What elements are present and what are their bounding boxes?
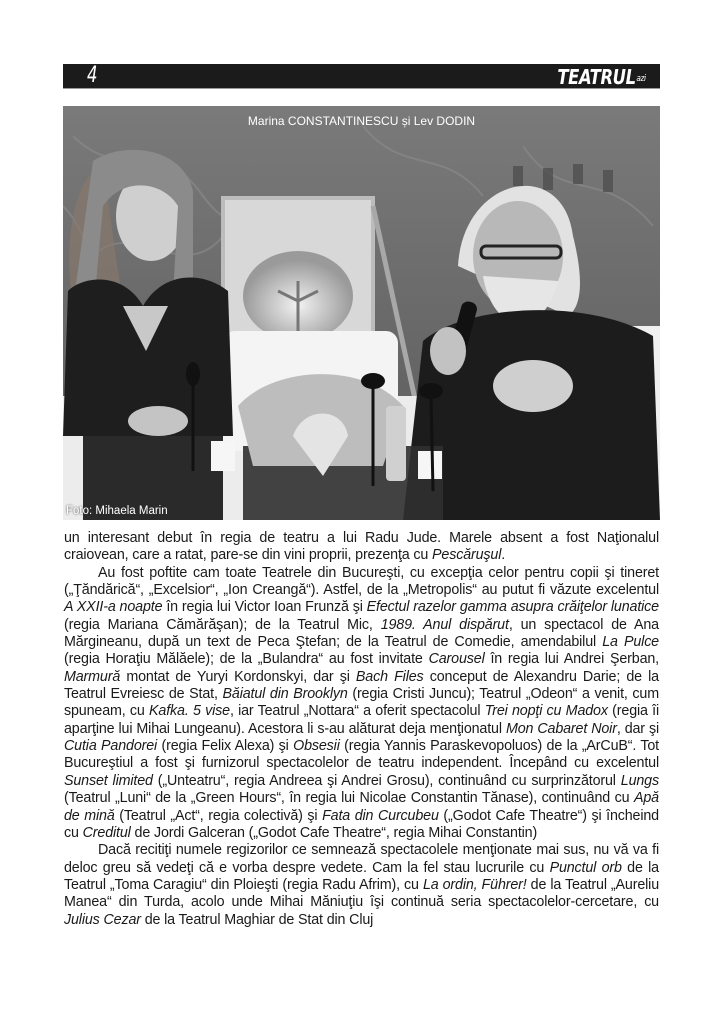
italic-title: Obsesii bbox=[293, 738, 340, 755]
italic-title: Efectul razelor gamma asupra crăiţelor lunatice bbox=[366, 599, 659, 616]
italic-title: Carousel bbox=[428, 651, 485, 668]
italic-title: Bach Files bbox=[355, 668, 424, 685]
text-run: în regia lui Victor Ioan Frunză şi bbox=[162, 599, 367, 616]
masthead-suffix: azi bbox=[636, 73, 646, 84]
italic-title: A XXII-a noapte bbox=[64, 599, 163, 616]
text-run: , un spectacol de Ana Mărgineanu, după un text de Peca Ştefan; de la Teatrul de Comedie, amendabilul bbox=[64, 616, 659, 651]
text-run: de Jordi Galceran („Godot Cafe Theatre“, regia Mihai Constantin) bbox=[130, 824, 538, 841]
article-paragraph bbox=[64, 842, 659, 929]
cup-right bbox=[418, 451, 442, 479]
text-run: (regia Mariana Cămărăşan); de la Teatrul Mic, bbox=[64, 616, 381, 633]
italic-title: Pescăruşul bbox=[432, 547, 502, 564]
text-run: (Teatrul „Act“, regia colectivă) şi bbox=[114, 807, 323, 824]
article-photo bbox=[63, 106, 660, 520]
masthead-title: TEATRUL bbox=[557, 65, 636, 89]
italic-title: Marmură bbox=[64, 668, 121, 685]
text-run: de la Teatrul Maghiar de Stat din Cluj bbox=[140, 911, 374, 928]
italic-title: Creditul bbox=[82, 824, 131, 841]
text-run: (regia Cristi Juncu); Teatrul „Odeon“ a venit, cum spuneam, cu bbox=[64, 686, 659, 720]
italic-title: Lungs bbox=[620, 772, 659, 789]
text-run: (Teatrul „Luni“ de la „Green Hours“, în regia lui Nicolae Constantin Tănase), continuând cu bbox=[64, 790, 634, 807]
photo-caption: Marina CONSTANTINESCU și Lev DODIN bbox=[247, 114, 476, 128]
text-run: (regia Horaţiu Mălăele); de la „Bulandra“ au fost invitate bbox=[64, 651, 429, 668]
italic-title: Cutia Pandorei bbox=[64, 738, 158, 755]
italic-title: Trei nopţi cu Madox bbox=[484, 703, 608, 720]
text-run: . bbox=[501, 547, 506, 564]
man-hand-holding-mic bbox=[430, 327, 466, 375]
italic-title: Sunset limited bbox=[64, 772, 153, 789]
text-run: (regia Yannis Paraskevopoluos) de la „ArCuB“. Tot Bucureştiul a fost şi furnizorul spectacolelor de teatru independent. Începând cu excelentul bbox=[64, 738, 659, 772]
woman-hands bbox=[128, 406, 188, 436]
text-run: în regia lui Andrei Şerban, bbox=[484, 651, 659, 668]
text-run: („Unteatru“, regia Andreea şi Andrei Grosu), continuând cu surprinzătorul bbox=[152, 772, 621, 789]
italic-title: Julius Cezar bbox=[64, 911, 141, 928]
article-paragraph bbox=[64, 530, 659, 565]
italic-title: Kafka. 5 vise bbox=[149, 703, 230, 720]
text-run: un interesant debut în regia de teatru a lui Radu Jude. Marele absent a fost Naţionalul craiovean, care a ratat, pare-se din vini proprii, prezenţa cu bbox=[64, 530, 659, 564]
text-run: Dacă recitiţi numele regizorilor ce semnează spectacolele menţionate mai sus, nu vă va fi deloc greu să vedeţi că e vorba despre vedete. Cam la fel stau lucrurile cu bbox=[64, 842, 659, 876]
masthead-logo bbox=[558, 65, 646, 91]
text-run: de la Teatrul „Aureliu Manea“ din Turda, acolo unde Mihai Măniuţiu îşi continuă seria spectacolelor-cercetare, cu bbox=[64, 876, 659, 911]
text-run: Au fost poftite cam toate Teatrele din Bucureşti, cu excepţia celor pentru copii şi tineret („Ţăndărică“, „Excelsior“, „Ion Creangă“). Astfel, de la „Metropolis“ au putut fi văzute excelentul bbox=[64, 564, 659, 599]
text-run: montat de Yuryi Kordonskyi, dar şi bbox=[120, 668, 356, 685]
page-header-bar bbox=[63, 64, 660, 89]
text-run: de la Teatrul „Toma Caragiu“ din Ploieşti (regia Radu Afrim), cu bbox=[64, 859, 659, 893]
article-body bbox=[64, 530, 659, 929]
page-number: 4 bbox=[87, 63, 98, 88]
water-bottle bbox=[386, 406, 406, 481]
italic-title: Punctul orb bbox=[549, 859, 622, 876]
text-run: („Godot Cafe Theatre“) şi încheind cu bbox=[64, 807, 659, 841]
cup-left bbox=[211, 441, 235, 471]
italic-title: Apă de mină bbox=[64, 790, 659, 824]
italic-title: 1989. Anul dispărut bbox=[380, 616, 509, 633]
text-run: , iar Teatrul „Nottara“ a oferit spectacolul bbox=[229, 703, 485, 720]
italic-title: La ordin, Führer! bbox=[422, 876, 527, 893]
italic-title: Fata din Curcubeu bbox=[322, 807, 439, 824]
italic-title: La Pulce bbox=[602, 634, 659, 651]
italic-title: Băiatul din Brooklyn bbox=[222, 686, 348, 703]
photo-credit: Foto: Mihaela Marin bbox=[66, 505, 168, 517]
article-paragraph bbox=[64, 565, 659, 843]
photo-illustration bbox=[63, 106, 660, 520]
text-run: (regia Felix Alexa) şi bbox=[157, 738, 294, 755]
text-run: conceput de Alexandru Darie; de la Teatrul Evreiesc de Stat, bbox=[64, 668, 659, 703]
italic-title: Mon Cabaret Noir bbox=[505, 720, 617, 737]
man-hand bbox=[493, 360, 573, 412]
text-run: , dar şi bbox=[616, 720, 659, 737]
text-run: (regia îi aparţine lui Mihai Lungeanu). Acestora li s-au alăturat deja menţionatul bbox=[64, 703, 660, 737]
